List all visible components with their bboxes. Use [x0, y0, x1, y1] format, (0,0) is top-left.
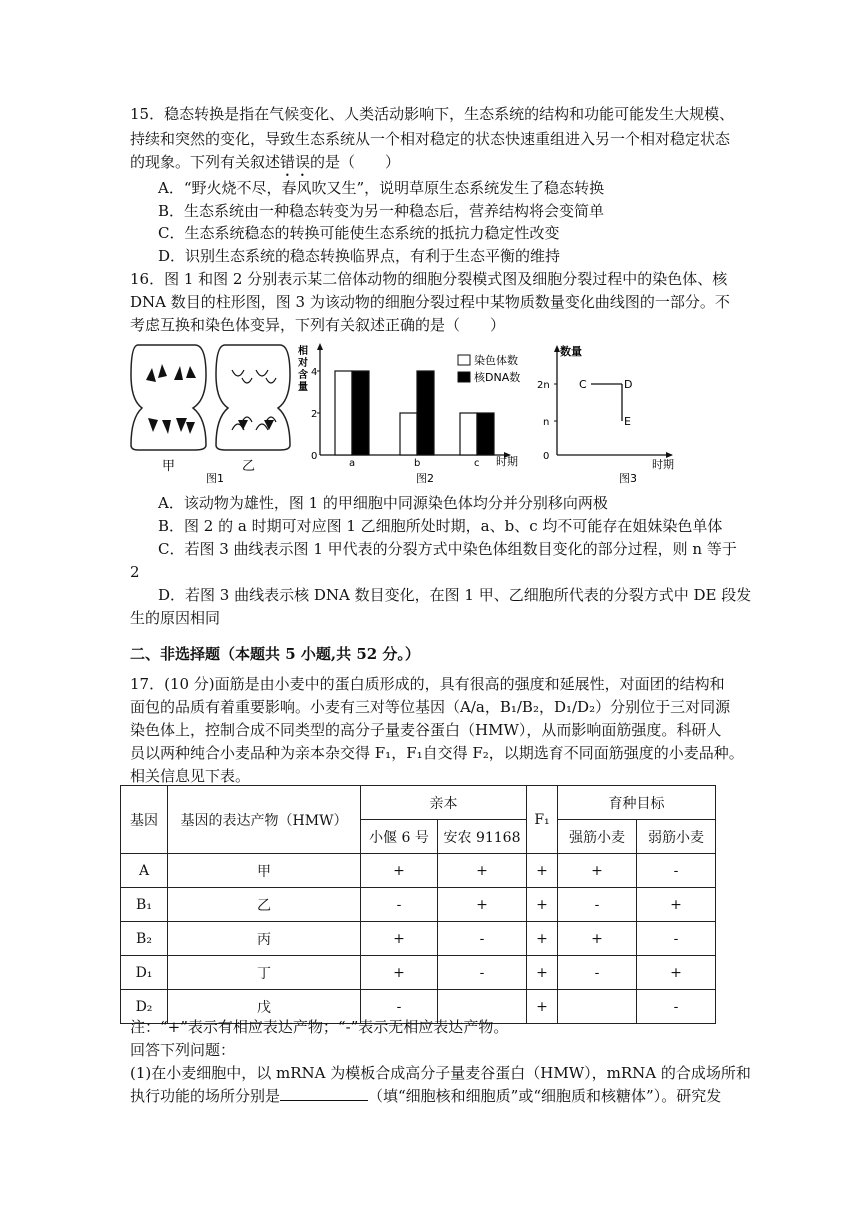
cell-p1: - [361, 888, 438, 922]
q17-stem-line1: 17．(10 分)面筋是由小麦中的蛋白质形成的，具有很高的强度和延展性，对面团的结构和 [130, 675, 725, 693]
cell-p1: + [361, 854, 438, 888]
cell-gene: D₂ [121, 990, 168, 1024]
y-tick-label: 4 [311, 367, 318, 378]
cell-jia-outline [131, 345, 206, 450]
cell-p1: + [361, 922, 438, 956]
y-tick-label: 0 [543, 451, 550, 462]
legend-swatch [458, 372, 470, 382]
q15-stem-line2: 持续和突然的变化，导致生态系统从一个相对稳定的状态快速重组进入另一个相对稳定状态 [130, 130, 731, 148]
cell-weak: - [637, 922, 716, 956]
cell-product: 戊 [168, 990, 361, 1024]
gene-table [120, 785, 716, 1024]
cell-p2: - [438, 922, 527, 956]
cell-weak: - [637, 990, 716, 1024]
x-tick-label: a [349, 458, 356, 469]
cell-p2: - [438, 956, 527, 990]
cell-p2: + [438, 888, 527, 922]
y-tick-label: 2 [311, 409, 318, 420]
cell-f1: + [527, 956, 558, 990]
answer-blank[interactable] [280, 1085, 368, 1101]
cell-p1: - [361, 990, 438, 1024]
q16-stem-line2: DNA 数目的柱形图，图 3 为该动物的细胞分裂过程中某物质数量变化曲线图的一部分。不 [130, 293, 730, 311]
q17-part1-line1: (1)在小麦细胞中，以 mRNA 为模板合成高分子量麦谷蛋白（HMW），mRNA 的合成场所和 [130, 1064, 751, 1082]
q15-stem-text: 的现象。下列有关叙述 [130, 153, 281, 171]
q15-stem-line3 [130, 151, 400, 180]
q17-stem-line2: 面包的品质有着重要影响。小麦有三对等位基因（A/a，B₁/B₂，D₁/D₂）分别位于三对同源 [130, 698, 731, 716]
cell-strong [558, 990, 637, 1024]
bar-b-0 [400, 413, 417, 455]
q15-option-b: B．生态系统由一种稳态转变为另一种稳态后，营养结构将会变简单 [158, 202, 605, 220]
answer-prompt: 回答下列问题： [130, 1041, 236, 1059]
q15-stem-end: 的是（ ） [310, 153, 401, 171]
cell-p2: + [438, 854, 527, 888]
x-tick-label: c [474, 458, 480, 469]
label-yi: 乙 [242, 459, 256, 474]
y-tick-label: n [543, 417, 550, 428]
cell-p1: + [361, 956, 438, 990]
point-label-c: C [579, 378, 587, 391]
y-axis-label: 数量 [560, 345, 582, 358]
y-axis-label-char: 量 [298, 382, 308, 393]
y-axis-label-char: 含 [298, 370, 308, 381]
q15-option-a: A．“野火烧不尽，春风吹又生”，说明草原生态系统发生了稳态转换 [158, 179, 605, 197]
cell-product: 丙 [168, 922, 361, 956]
th-parents: 亲本 [361, 786, 527, 820]
x-axis-label: 时期 [496, 455, 518, 468]
cell-f1: + [527, 922, 558, 956]
cell-strong: + [558, 854, 637, 888]
th-f1: F₁ [527, 786, 558, 854]
q15-option-d: D．识别生态系统的稳态转换临界点，有利于生态平衡的维持 [158, 247, 561, 265]
cell-f1: + [527, 888, 558, 922]
cell-f1: + [527, 990, 558, 1024]
q16-option-b: B．图 2 的 a 时期可对应图 1 乙细胞所处时期，a、b、c 均不可能存在姐妹染色单体 [158, 517, 723, 535]
q15-stem-line1: 15．稳态转换是指在气候变化、人类活动影响下，生态系统的结构和功能可能发生大规模、 [130, 105, 735, 123]
figure-3-line-chart [535, 340, 685, 490]
th-weak: 弱筋小麦 [637, 820, 716, 854]
th-parent-2: 安农 91168 [438, 820, 527, 854]
y-tick-label: 0 [311, 451, 318, 462]
cell-product: 乙 [168, 888, 361, 922]
cell-strong: - [558, 888, 637, 922]
label-jia: 甲 [162, 459, 176, 474]
table-note: 注：“+”表示有相应表达产物；“-”表示无相应表达产物。 [130, 1018, 509, 1036]
q17-stem-line3: 染色体上，控制合成不同类型的高分子量麦谷蛋白（HMW），从而影响面筋强度。科研人 [130, 721, 722, 739]
y-axis-label-char: 对 [298, 358, 308, 369]
cell-gene: B₁ [121, 888, 168, 922]
bar-b-1 [417, 371, 434, 455]
point-label-d: D [624, 378, 633, 391]
th-strong: 强筋小麦 [558, 820, 637, 854]
q16-option-d-line1: D．若图 3 曲线表示核 DNA 数目变化，在图 1 甲、乙细胞所代表的分裂方式中 DE 段发 [158, 586, 752, 604]
q17-part1-text: 执行功能的场所分别是 [130, 1087, 281, 1105]
legend-label: 核DNA数 [474, 371, 521, 384]
table-row [121, 888, 716, 922]
cell-weak: + [637, 888, 716, 922]
cell-product: 甲 [168, 854, 361, 888]
cell-strong: - [558, 956, 637, 990]
cell-yi-outline [216, 345, 290, 450]
cell-gene: A [121, 854, 168, 888]
point-label-e: E [624, 415, 631, 428]
q16-option-d-line2: 生的原因相同 [130, 609, 221, 627]
cell-gene: B₂ [121, 922, 168, 956]
cell-product: 丁 [168, 956, 361, 990]
q17-part1-hint: （填“细胞核和细胞质”或“细胞质和核糖体”）。研究发 [368, 1087, 722, 1105]
th-goal: 育种目标 [558, 786, 716, 820]
cell-gene: D₁ [121, 956, 168, 990]
x-tick-label: b [414, 458, 421, 469]
q16-option-a: A．该动物为雄性，图 1 的甲细胞中同源染色体均分并分别移向两极 [158, 494, 608, 512]
th-product: 基因的表达产物（HMW） [168, 786, 361, 854]
y-axis-arrow [317, 343, 323, 350]
th-parent-1: 小偃 6 号 [361, 820, 438, 854]
cell-f1: + [527, 854, 558, 888]
q16-stem-line1: 16．图 1 和图 2 分别表示某二倍体动物的细胞分裂模式图及细胞分裂过程中的染色体、核 [130, 270, 728, 288]
section-heading: 二、非选择题（本题共 5 小题,共 52 分。） [130, 645, 420, 663]
bar-c-1 [477, 413, 494, 455]
q16-option-c-line2: 2 [130, 563, 140, 581]
table-row [121, 956, 716, 990]
q16-option-c-line1: C．若图 3 曲线表示图 1 甲代表的分裂方式中染色体组数目变化的部分过程，则 n 等于 [158, 540, 737, 558]
figure-1-caption: 图1 [206, 472, 224, 485]
bar-a-1 [352, 371, 369, 455]
y-axis-label-char: 相 [298, 346, 308, 357]
bar-a-0 [335, 371, 352, 455]
q17-stem-line5: 相关信息见下表。 [130, 767, 251, 785]
figure-3-caption: 图3 [619, 472, 637, 485]
x-axis-label: 时期 [652, 458, 674, 471]
q17-stem-line4: 员以两种纯合小麦品种为亲本杂交得 F₁，F₁自交得 F₂，以期选育不同面筋强度的小麦品种。 [130, 744, 744, 762]
cell-weak: - [637, 854, 716, 888]
cell-strong: + [558, 922, 637, 956]
figure-1-cells [128, 340, 298, 490]
q15-option-c: C．生态系统稳态的转换可能使生态系统的抵抗力稳定性改变 [158, 224, 560, 242]
bar-c-0 [460, 413, 477, 455]
q17-part1-line2 [130, 1085, 721, 1107]
table-row [121, 854, 716, 888]
legend-swatch [458, 355, 470, 365]
q16-stem-line3: 考虑互换和染色体变异，下列有关叙述正确的是（ ） [130, 316, 506, 334]
legend-label: 染色体数 [474, 354, 518, 367]
table-row [121, 922, 716, 956]
figure-2-bar-chart [298, 340, 533, 490]
cell-weak: + [637, 956, 716, 990]
figure-2-caption: 图2 [416, 472, 434, 485]
y-tick-label: 2n [537, 380, 550, 391]
q15-emphasis: 错误 [280, 153, 311, 171]
th-gene: 基因 [121, 786, 168, 854]
